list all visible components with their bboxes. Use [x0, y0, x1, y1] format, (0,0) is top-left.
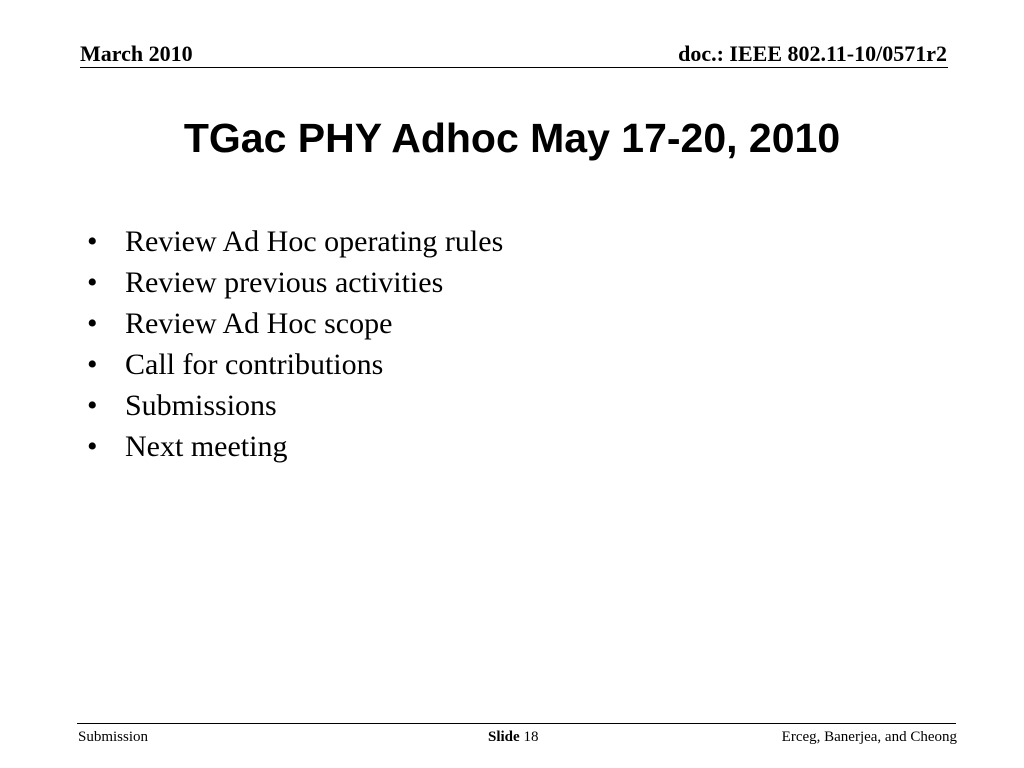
bullet-item-submissions: • Submissions: [84, 385, 503, 426]
header-doc-id: doc.: IEEE 802.11-10/0571r2: [678, 41, 947, 66]
header-divider: [80, 67, 948, 68]
slide-title: TGac PHY Adhoc May 17-20, 2010: [183, 115, 841, 161]
bullet-item-previous-activities: • Review previous activities: [84, 262, 503, 303]
footer-submission: Submission: [78, 729, 149, 745]
bullet-item-next-meeting: • Next meeting: [84, 426, 503, 467]
bullet-item-call-for-contributions: • Call for contributions: [84, 344, 503, 385]
footer-divider: [77, 723, 956, 724]
footer-slide-value: 18: [523, 729, 539, 745]
footer-slide-number: [488, 728, 538, 746]
bullet-list: [84, 221, 503, 467]
header-date: March 2010: [80, 41, 193, 66]
bullet-item-scope: • Review Ad Hoc scope: [84, 303, 503, 344]
bullet-item-operating-rules: • Review Ad Hoc operating rules: [84, 221, 503, 262]
footer-slide-label: Slide: [488, 729, 520, 745]
footer-authors: Erceg, Banerjea, and Cheong: [781, 729, 957, 745]
